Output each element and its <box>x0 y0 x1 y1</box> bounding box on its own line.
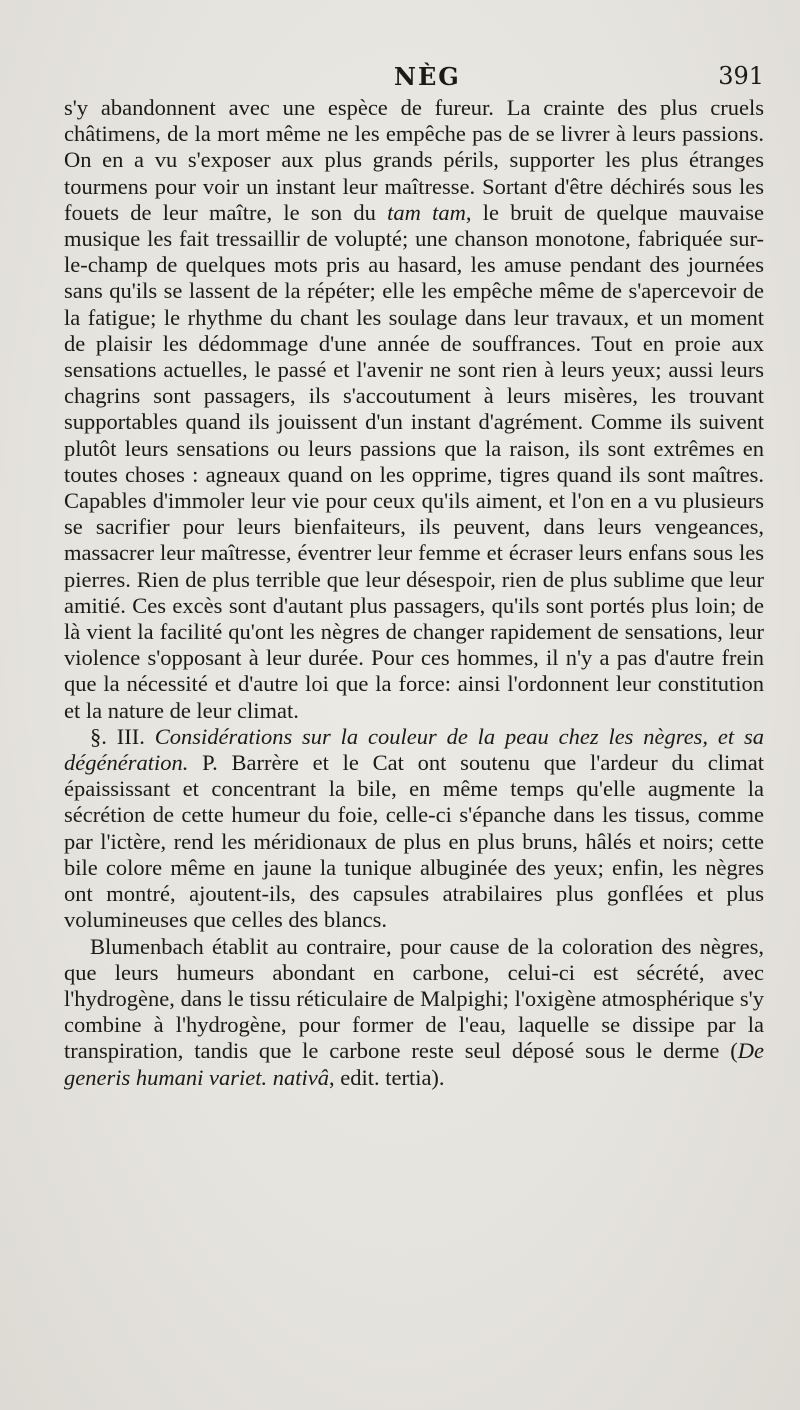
paragraph-negro-passions <box>64 95 764 724</box>
running-head: NÈG <box>394 62 461 91</box>
text-run: P. Barrère et le Cat ont soutenu que l'ardeur du climat épaississant et concentrant la bile, en même temps qu'elle augmente la sécrétion de cette humeur du foie, celle-ci s'épanche dans les tissus, comme par l'ictère, rend les méridionaux de plus en plus bruns, hâlés et noirs; cette bile colore même en jaune la tunique albuginée des yeux; enfin, les nègres ont montré, ajoutent-ils, des capsules atrabilaires plus gonflées et plus volumineuses que celles des blancs. <box>64 750 764 933</box>
text-run: , edit. tertia). <box>328 1064 445 1090</box>
section-title: Considérations sur la couleur de la peau chez les nègres, et sa dégénération. <box>64 723 764 776</box>
text-run: , le bruit de quelque mauvaise musique les fait tressaillir de volupté; une chanson monotone, fabriquée sur-le-champ de quelques mots pris au hasard, les amuse pendant des journées sans qu'ils se lassent de la répéter; elle les empêche même de s'apercevoir de la fatigue; le rhythme du chant les soulage dans leur travaux, et un moment de plaisir les dédommage d'une année de souffrances. Tout en proie aux sensations actuelles, le passé et l'avenir ne sont rien à leurs yeux; aussi leurs chagrins sont passagers, ils s'accoutument à leurs misères, les trouvant supportables quand ils jouissent d'un instant d'agrément. Comme ils suivent plutôt leurs sensations ou leurs passions que la raison, ils sont extrêmes en toutes choses : agneaux quand on les opprime, tigres quand ils sont maîtres. Capables d'immoler leur vie pour ceux qu'ils aiment, et l'on en a vu plusieurs se sacrifier pour leurs bienfaiteurs, ils peuvent, dans leurs vengeances, massacrer leur maîtresse, éventrer leur femme et écraser leurs enfans sous les pierres. Rien de plus terrible que leur désespoir, rien de plus sublime que leur amitié. Ces excès sont d'autant plus passagers, qu'ils sont portés plus loin; de là vient la facilité qu'ont les nègres de changer rapidement de sensations, leur violence s'opposant à leur durée. Pour ces hommes, il n'y a pas d'autre frein que la nécessité et d'autre loi que la force: ainsi l'ordonnent leur constitution et la nature de leur climat. <box>64 199 765 723</box>
text-run: Blumenbach établit au contraire, pour cause de la coloration des nègres, que leurs humeurs abondant en carbone, celui-ci est sécrété, avec l'hydrogène, dans le tissu réticulaire de Malpighi; l'oxigène atmosphérique s'y combine à l'hydrogène, pour former de l'eau, laquelle se dissipe par la transpiration, tandis que le carbone reste seul déposé sous le derme ( <box>64 933 764 1064</box>
paragraph-section-3 <box>64 724 764 934</box>
body-text <box>64 95 764 1091</box>
citation-title: De generis humani variet. nativâ <box>64 1038 764 1090</box>
italic-term: tam tam <box>387 199 466 225</box>
text-run: s'y abandonnent avec une espèce de fureur. La crainte des plus cruels châtimens, de la mort même ne les empêche pas de se livrer à leurs passions. On en a vu s'exposer aux plus grands périls, supporter les plus étranges tourmens pour voir un instant leur maîtresse. Sortant d'être déchirés sous les fouets de leur maître, le son du <box>64 95 764 225</box>
page-header <box>64 60 764 100</box>
page-number: 391 <box>718 62 764 90</box>
section-number: §. III. <box>90 723 145 749</box>
paragraph-blumenbach <box>64 934 764 1091</box>
